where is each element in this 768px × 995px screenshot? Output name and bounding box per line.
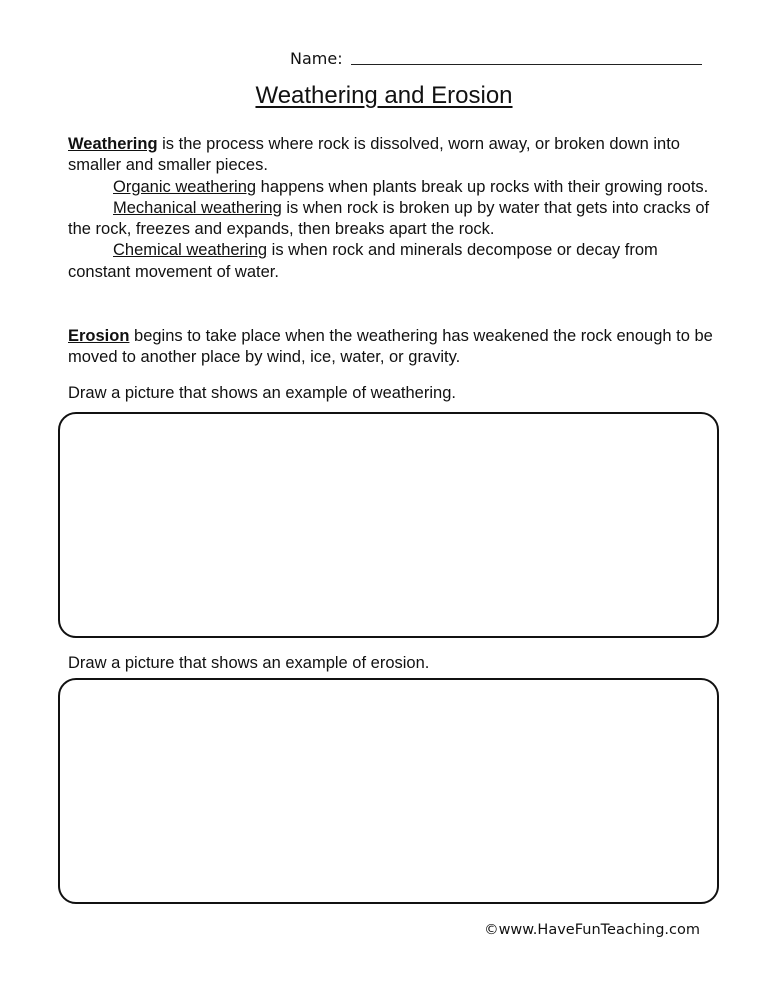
name-blank-line[interactable] <box>351 46 702 65</box>
mechanical-weathering <box>68 198 718 241</box>
chemical-weathering <box>68 240 718 283</box>
organic-weathering <box>68 177 718 198</box>
erosion-paragraph <box>68 326 718 369</box>
mechanical-weathering-term: Mechanical weathering <box>113 198 282 217</box>
organic-weathering-term: Organic weathering <box>113 177 257 196</box>
erosion-drawing-prompt: Draw a picture that shows an example of erosion. <box>68 654 430 672</box>
weathering-drawing-prompt: Draw a picture that shows an example of weathering. <box>68 384 456 402</box>
chemical-weathering-term: Chemical weathering <box>113 241 268 260</box>
weathering-definition <box>68 134 718 177</box>
weathering-definition-text: is the process where rock is dissolved, worn away, or broken down into smaller and smaller pieces. <box>68 135 680 175</box>
name-field[interactable] <box>290 44 702 68</box>
erosion-term: Erosion <box>68 327 130 345</box>
mechanical-weathering-text: is when rock is broken up by water that gets into cracks of the rock, freezes and expands, then breaks apart the rock. <box>68 198 710 239</box>
weathering-term: Weathering <box>68 135 158 153</box>
chemical-weathering-text: is when rock and minerals decompose or decay from constant movement of water. <box>68 241 658 281</box>
weathering-drawing-box[interactable] <box>58 412 719 638</box>
erosion-definition-text: begins to take place when the weathering has weakened the rock enough to be moved to another place by wind, ice, water, or gravity. <box>68 327 713 367</box>
weathering-paragraph <box>68 134 718 283</box>
page-title: Weathering and Erosion <box>255 82 513 109</box>
organic-weathering-text: happens when plants break up rocks with their growing roots. <box>256 177 709 196</box>
erosion-drawing-box[interactable] <box>58 678 719 904</box>
name-label: Name: <box>290 49 343 68</box>
copyright-footer: ©www.HaveFunTeaching.com <box>484 922 700 938</box>
